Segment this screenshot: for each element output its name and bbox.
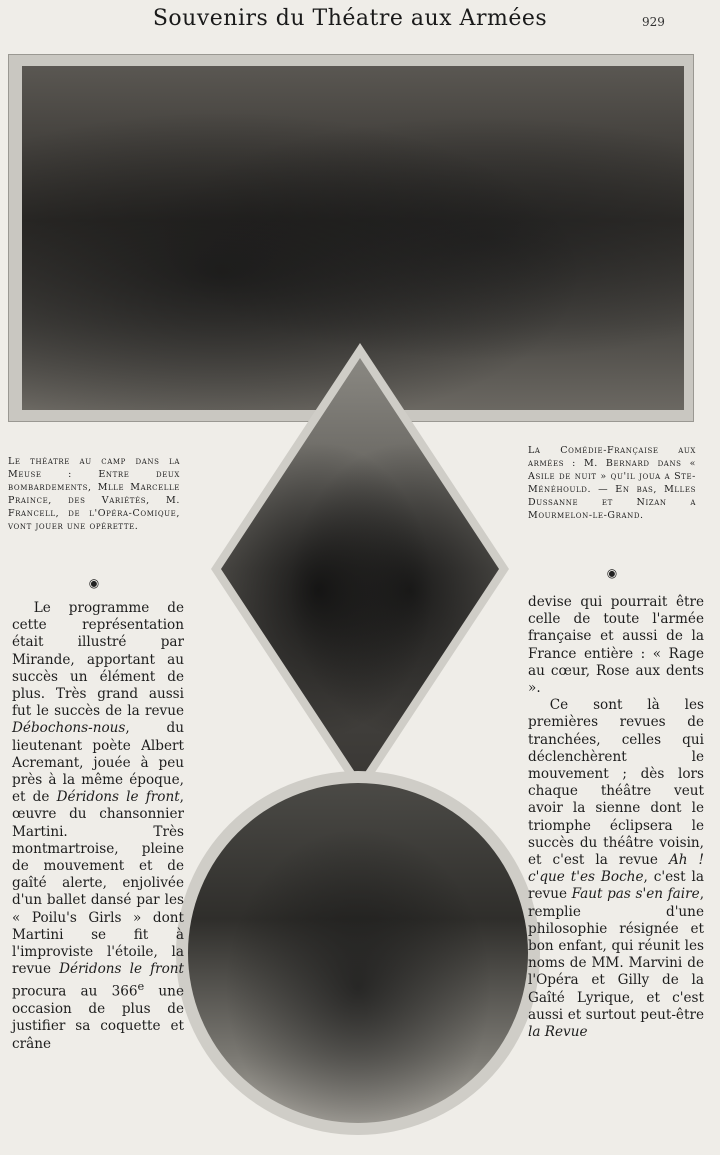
superscript: e — [137, 979, 145, 994]
text-run: une occasion de plus de justifier sa coquette et crâne — [12, 984, 184, 1052]
caption-left: Le théatre au camp dans la Meuse : Entre deux bombardements, Mlle Marcelle Praince, des Variétés, M. Francell, de l'Opéra-Comique, vont jouer une opérette. — [8, 456, 180, 532]
revue-title: Ah ! c'que t'es Boche — [528, 852, 704, 886]
ornament-icon: ◉ — [88, 576, 100, 590]
article-paragraph — [12, 600, 184, 1053]
revue-title: la Revue — [528, 1024, 588, 1041]
photo-mourmelon — [188, 783, 528, 1123]
text-run: procura au 366 — [12, 984, 138, 1000]
text-run: , œuvre du chansonnier Martini. Très montmartroise, pleine de mouvement et de gaîté alerte, enjolivée d'un ballet dansé par les « Poilu's Girls » dont Martini se fit à l'improviste l'étoile, la revue — [12, 789, 184, 978]
ornament-icon: ◉ — [606, 566, 618, 580]
text-run: , c'est la revue — [528, 869, 704, 903]
text-run: Le programme de cette représentation était illustré par Mirande, apportant au succès un élément de plus. Très grand aussi fut le succès de la revue — [12, 600, 184, 720]
revue-title: Déridons le front — [56, 789, 180, 806]
revue-title: Débochons-nous — [12, 720, 126, 737]
article-column-left — [12, 600, 184, 1053]
text-run: Ce sont là les premières revues de tranchées, celles qui déclenchèrent le mouvement ; dès lors chaque théâtre veut avoir la sienne dont le triomphe éclipsera le succès du théâtre voisin, et c'est la revue — [528, 697, 704, 869]
caption-right: La Comédie-Française aux armées : M. Bernard dans « Asile de nuit » qu'il joua a Ste-Ménéhould. — En bas, Mlles Dussanne et Nizan a Mourmelon-le-Grand. — [528, 445, 696, 521]
revue-title: Déridons le front — [59, 961, 185, 978]
text-run: , remplie d'une philosophie résignée et bon enfant, qui réunit les noms de MM. Marvini de l'Opéra et Gilly de la Gaîté Lyrique, et c'est aussi et surtout peut-être — [528, 886, 705, 1023]
article-paragraph: devise qui pourrait être celle de toute l'armée française et aussi de la France entière : « Rage au cœur, Rose aux dents ». — [528, 594, 704, 697]
article-column-right — [528, 594, 704, 1041]
article-paragraph — [528, 697, 704, 1041]
page-number: 929 — [642, 15, 665, 29]
page-title: Souvenirs du Théatre aux Armées — [152, 6, 548, 31]
text-run: , du lieutenant poète Albert Acremant, jouée à peu près à la même époque, et de — [12, 720, 184, 806]
revue-title: Faut pas s'en faire — [571, 886, 700, 903]
